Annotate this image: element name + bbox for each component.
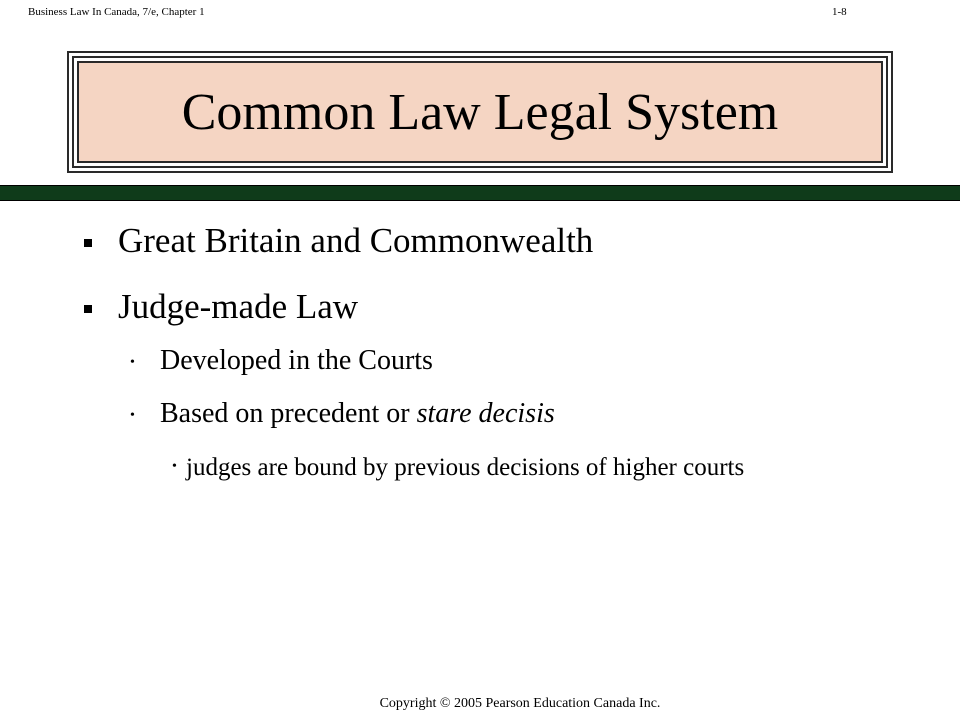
square-bullet-icon xyxy=(84,305,92,313)
dot-bullet-icon: • xyxy=(130,355,135,370)
copyright-footer: Copyright © 2005 Pearson Education Canada Inc. xyxy=(379,696,661,711)
bullet-judge-made-law: Judge-made Law xyxy=(118,287,359,326)
title-frame xyxy=(67,51,893,173)
sub-bullet-developed-courts: Developed in the Courts xyxy=(160,345,433,376)
sub-sub-bullet-judges-bound xyxy=(186,451,846,484)
slide-title: Common Law Legal System xyxy=(181,84,779,141)
bullet-great-britain: Great Britain and Commonwealth xyxy=(118,221,594,260)
title-frame-inner xyxy=(72,56,888,168)
dot-bullet-icon: • xyxy=(172,459,177,474)
sub-bullet-precedent xyxy=(160,398,555,430)
dot-bullet-icon: • xyxy=(130,408,135,423)
sub-bullet-precedent-text: Based on precedent or xyxy=(160,398,417,429)
judges-bound-text: judges are bound by previous decisions of higher courts xyxy=(186,454,745,481)
slide-number: 1-8 xyxy=(832,6,847,18)
title-box xyxy=(77,61,883,163)
square-bullet-icon xyxy=(84,239,92,247)
stare-decisis-term: stare decisis xyxy=(416,398,555,429)
header-course-label: Business Law In Canada, 7/e, Chapter 1 xyxy=(28,6,205,18)
divider-bar xyxy=(0,185,960,201)
